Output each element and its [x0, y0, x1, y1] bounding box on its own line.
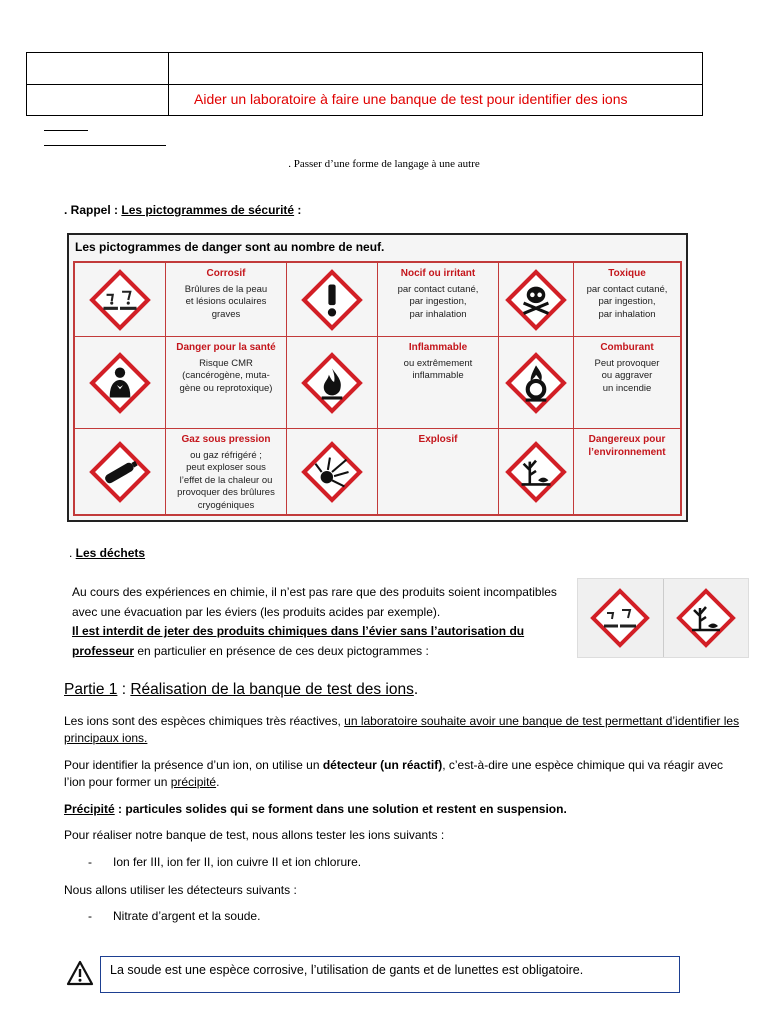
- paragraph-underlined: un laboratoire souhaite avoir une banque de test permettant d’identifier les principaux ions.: [64, 714, 740, 745]
- pictogram-cell-corrosif: [166, 263, 287, 337]
- dechets-heading: [69, 546, 145, 560]
- paragraph-text: Pour identifier la présence d’un ion, on utilise un: [64, 758, 323, 772]
- paragraph-ions-list-intro: Pour réaliser notre banque de test, nous allons tester les ions suivants :: [64, 828, 445, 842]
- list-item-text: Nitrate d’argent et la soude.: [113, 909, 261, 923]
- list-item: [88, 909, 261, 923]
- pictogram-line: par inhalation: [409, 308, 467, 320]
- pictogram-cell-sante: [166, 337, 287, 429]
- pictogram-line: Peut provoquer: [594, 357, 660, 369]
- blank-underline: [44, 130, 88, 131]
- pictogram-line: Risque CMR: [199, 357, 253, 369]
- rappel-suffix: :: [294, 203, 302, 217]
- section-heading: [64, 681, 418, 699]
- warning-text: La soude est une espèce corrosive, l’utilisation de gants et de lunettes est obligatoire.: [110, 963, 584, 977]
- detecteur-term: détecteur (un réactif): [322, 758, 443, 772]
- pictogram-cell-environnement: [574, 429, 680, 514]
- pictogram-line: Brûlures de la peau: [184, 283, 268, 295]
- exclamation-icon: [287, 263, 378, 337]
- pictogram-line: ou gaz réfrigéré ;: [190, 449, 262, 461]
- paragraph-text: Les ions sont des espèces chimiques très réactives,: [64, 714, 345, 728]
- section-end: .: [413, 681, 419, 698]
- pictogram-cell-gaz: [166, 429, 287, 514]
- precipite-term: précipité: [170, 775, 217, 789]
- skull-icon: [499, 263, 574, 337]
- pictogram-cell-nocif: [378, 263, 499, 337]
- section-title: Réalisation de la banque de test des ions: [130, 681, 414, 698]
- pictogram-table: [67, 233, 688, 522]
- environment-icon: [499, 429, 574, 514]
- pictogram-line: ou aggraver: [601, 370, 653, 381]
- rappel-label: Les pictogrammes de sécurité: [121, 203, 295, 217]
- dechets-text: Au cours des expériences en chimie, il n’est pas rare que des produits soient incompatibles avec une évacuation par les éviers (les produits acides par exemple).: [72, 585, 557, 619]
- paragraph-text: .: [216, 775, 220, 789]
- dechets-prefix: .: [69, 546, 76, 560]
- pictogram-cell-inflammable: [378, 337, 499, 429]
- paragraph-text: , c’est-à-dire une espèce chimique qui va réagir avec l’ion pour former un: [64, 758, 723, 789]
- pictogram-line: provoquer des brûlures: [177, 487, 275, 498]
- corrosive-icon: [75, 263, 166, 337]
- pictogram-line: un incendie: [602, 382, 652, 394]
- page-title: Aider un laboratoire à faire une banque de test pour identifier des ions: [194, 91, 628, 107]
- environment-icon: [663, 579, 749, 657]
- rappel-prefix: . Rappel: [64, 203, 111, 217]
- flame-icon: [287, 337, 378, 429]
- dechets-paragraph: [72, 583, 572, 661]
- pictogram-line: par contact cutané,: [397, 283, 479, 295]
- pictogram-title: Toxique: [608, 268, 646, 279]
- pictogram-line: gène ou reprotoxique): [179, 382, 273, 394]
- pictogram-line: et lésions oculaires: [185, 296, 267, 307]
- pictogram-cell-comburant: [574, 337, 680, 429]
- pictogram-cell-explosif: [378, 429, 499, 514]
- exploding-bomb-icon: [287, 429, 378, 514]
- warning-triangle-icon: [66, 960, 94, 986]
- paragraph-ions: [64, 713, 744, 747]
- pictogram-title: Comburant: [600, 342, 654, 353]
- pictogram-title: Danger pour la santé: [176, 342, 276, 353]
- rappel-sep: :: [110, 203, 122, 217]
- pictogram-line: l’effet de la chaleur ou: [179, 474, 273, 486]
- pictogram-title: Dangereux pour l’environnement: [588, 434, 666, 458]
- definition-term: Précipité: [64, 802, 115, 816]
- definition-precipite: [64, 801, 744, 818]
- section-label: Partie 1: [64, 681, 118, 698]
- rappel-heading: [64, 203, 301, 217]
- warning-box: [100, 956, 680, 993]
- waste-pictograms: [577, 578, 749, 658]
- pictogram-line: par contact cutané,: [586, 283, 668, 295]
- section-sep: :: [117, 681, 131, 698]
- definition-text: : particules solides qui se forment dans une solution et restent en suspension.: [114, 802, 567, 816]
- pictogram-cell-toxique: [574, 263, 680, 337]
- pictogram-line: inflammable: [412, 370, 464, 381]
- pictogram-line: ou extrêmement: [403, 357, 473, 369]
- pictogram-line: peut exploser sous: [186, 462, 266, 473]
- table-row-divider: [27, 84, 702, 85]
- blank-underline: [44, 145, 166, 146]
- pictogram-line: par inhalation: [598, 308, 656, 320]
- paragraph-detecteurs-intro: Nous allons utiliser les détecteurs suivants :: [64, 883, 297, 897]
- dechets-text-end: en particulier en présence de ces deux pictogrammes :: [134, 643, 429, 658]
- table-column-divider: [168, 53, 169, 115]
- corrosive-icon: [578, 579, 663, 657]
- health-hazard-icon: [75, 337, 166, 429]
- pictogram-line: (cancérogène, muta-: [182, 370, 270, 381]
- pictogram-table-title: Les pictogrammes de danger sont au nombre de neuf.: [75, 240, 385, 254]
- pictogram-title: Explosif: [418, 434, 458, 445]
- dechets-warning-bold: Il est interdit de jeter des produits chimiques dans l’évier sans l’autorisation du professeur: [72, 624, 525, 658]
- list-item: [88, 855, 362, 869]
- list-bullet: -: [88, 909, 92, 923]
- pictogram-title: Inflammable: [408, 342, 468, 353]
- pictogram-title: Gaz sous pression: [181, 434, 271, 445]
- list-item-text: Ion fer III, ion fer II, ion cuivre II et ion chlorure.: [113, 855, 362, 869]
- pictogram-line: par ingestion,: [409, 296, 467, 307]
- gas-cylinder-icon: [75, 429, 166, 514]
- paragraph-detecteur: [64, 757, 744, 791]
- list-bullet: -: [88, 855, 92, 869]
- flame-over-circle-icon: [499, 337, 574, 429]
- competence-text: . Passer d’une forme de langage à une autre: [288, 158, 480, 170]
- pictogram-title: Nocif ou irritant: [400, 268, 476, 279]
- pictogram-line: graves: [211, 308, 241, 320]
- dechets-label: Les déchets: [75, 546, 146, 560]
- pictogram-line: par ingestion,: [598, 296, 656, 307]
- pictogram-title: Corrosif: [206, 268, 246, 279]
- pictogram-line: cryogéniques: [197, 499, 255, 511]
